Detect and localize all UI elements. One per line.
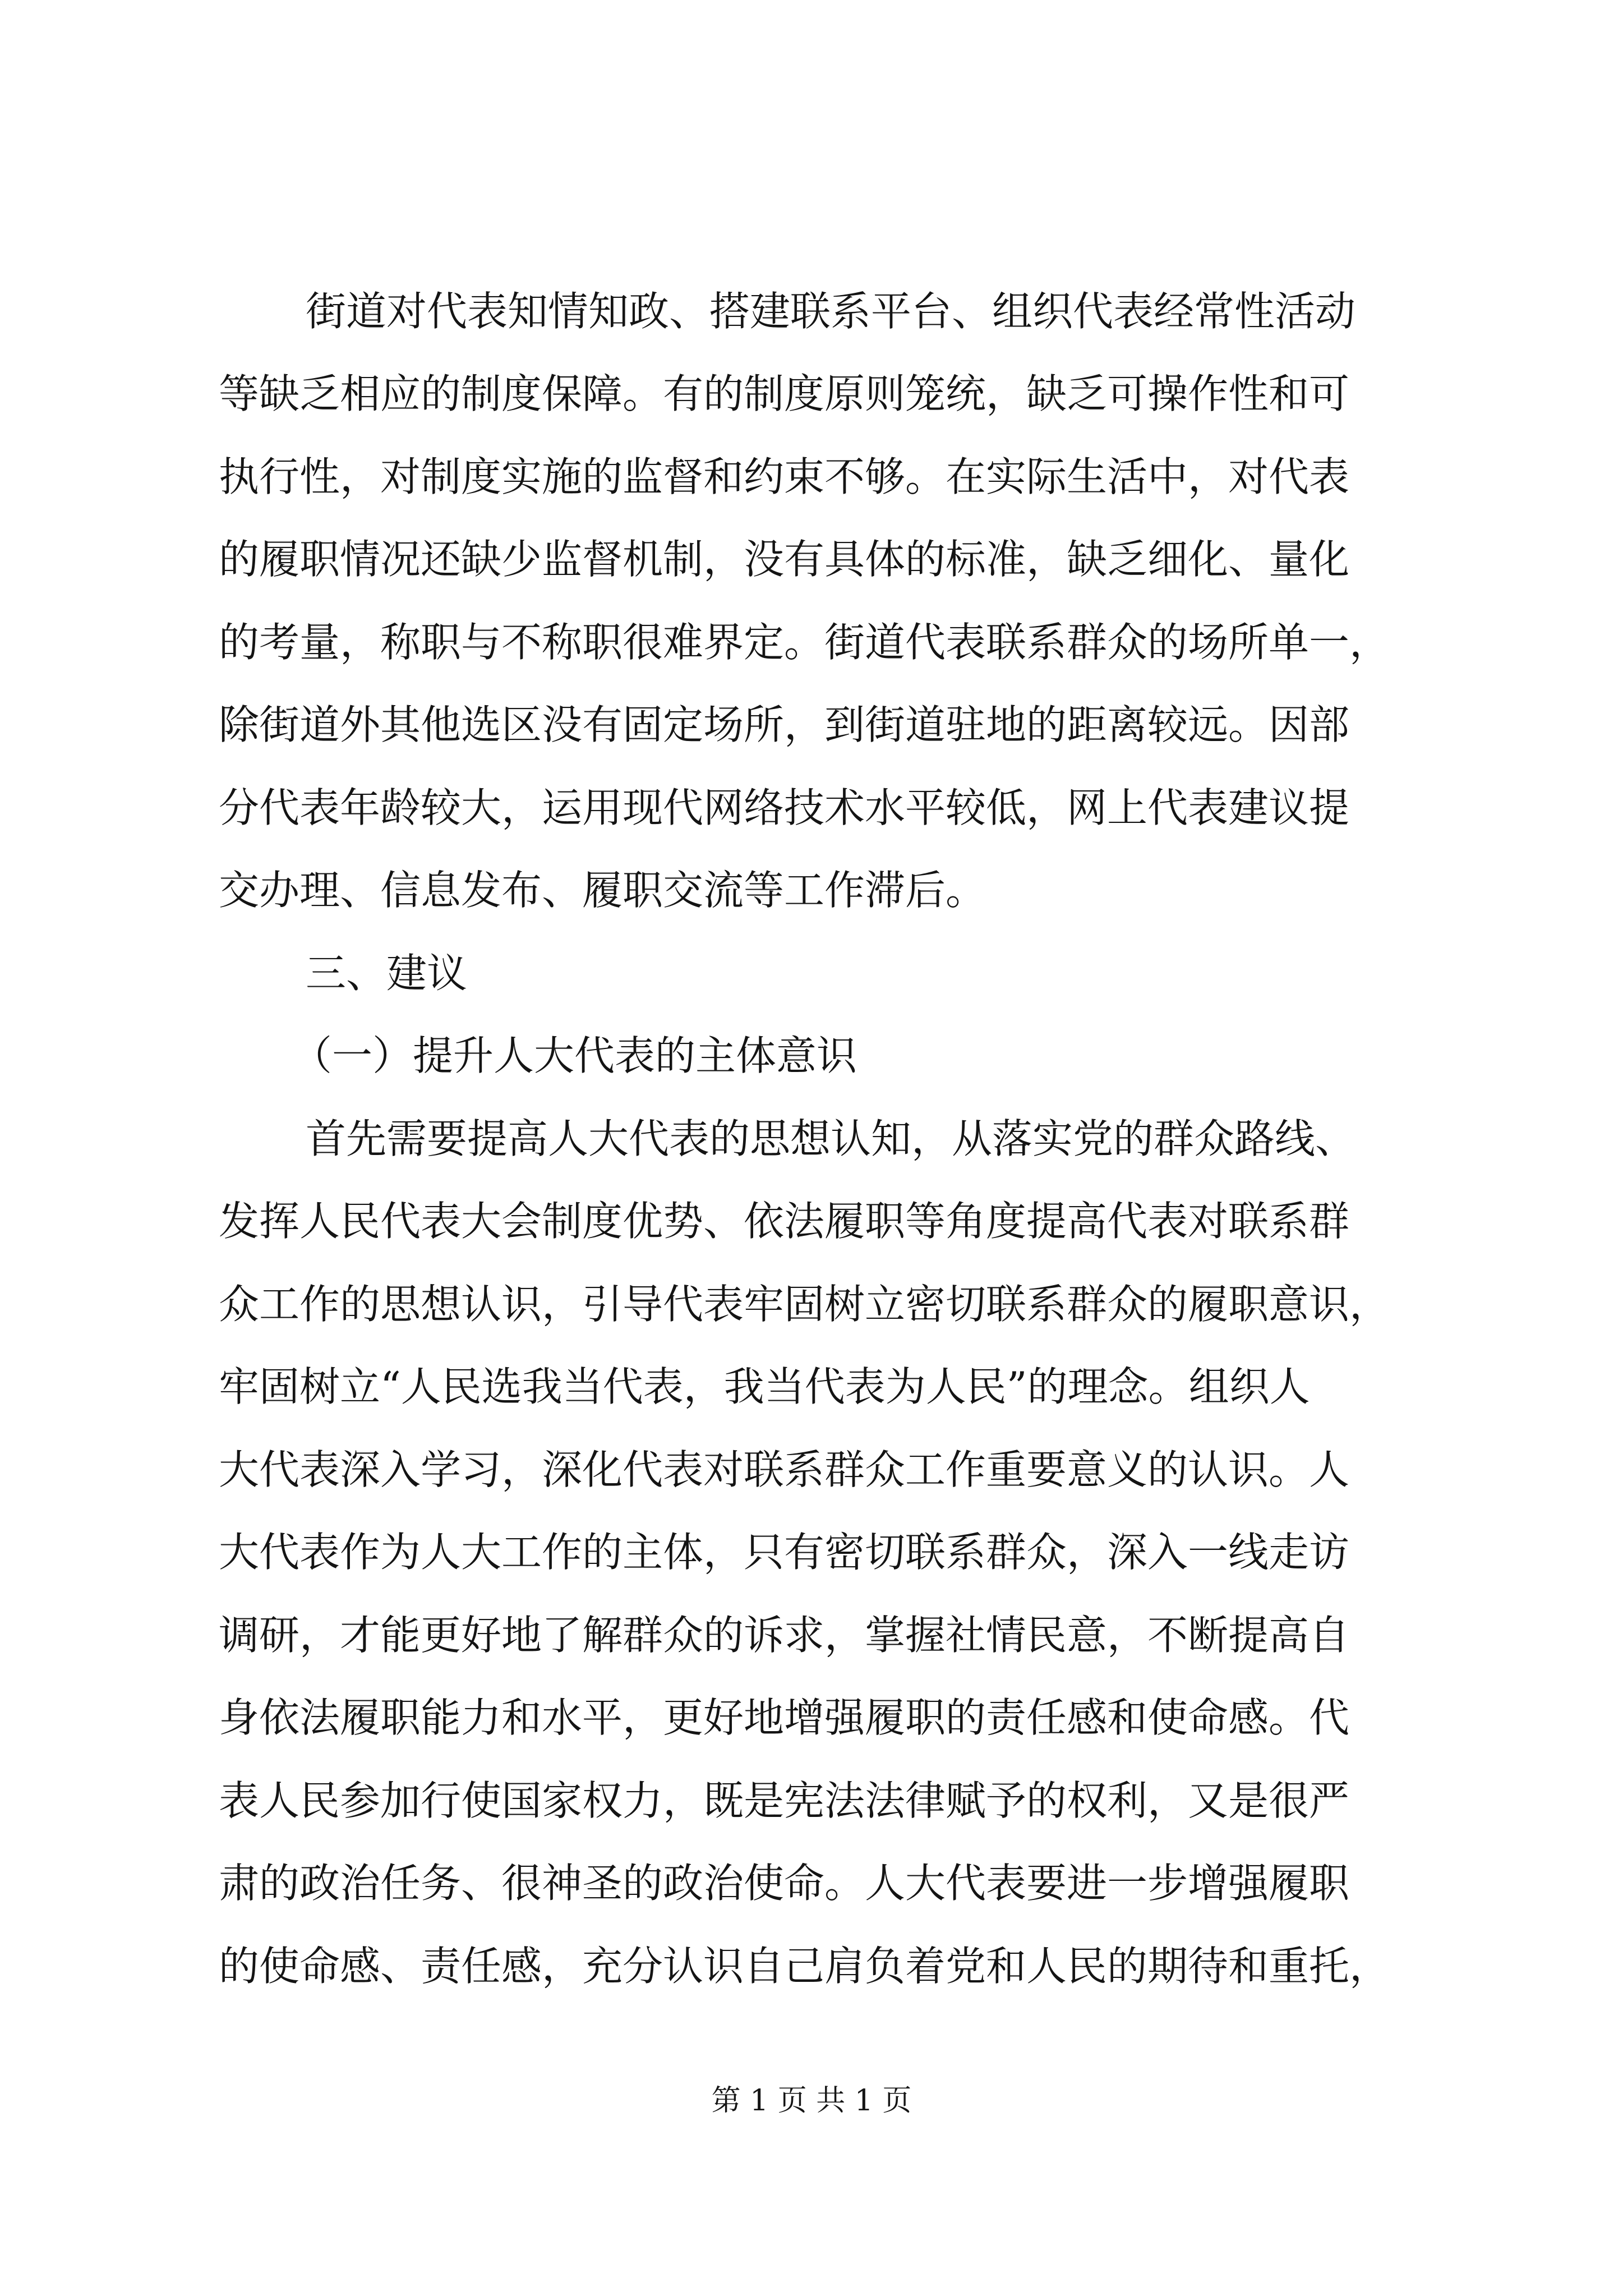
paragraph-line (0, 1359, 1623, 1415)
paragraph-line (0, 1938, 1623, 1994)
line-text: 肃的政治任务、很神圣的政治使命。人大代表要进一步增强履职 (219, 1860, 1350, 1907)
section-heading (0, 945, 1623, 1001)
paragraph-line (0, 1773, 1623, 1829)
paragraph-line (0, 366, 1623, 422)
line-text: 街道对代表知情知政、搭建联系平台、组织代表经常性活动 (306, 288, 1356, 335)
paragraph-line (0, 862, 1623, 918)
paragraph-line (0, 1442, 1623, 1498)
line-text: 分代表年龄较大，运用现代网络技术水平较低，网上代表建议提 (219, 784, 1350, 831)
paragraph-line (0, 1193, 1623, 1249)
page-footer: 第 1 页 共 1 页 (711, 2084, 912, 2118)
line-text: 大代表深入学习，深化代表对联系群众工作重要意义的认识。人 (219, 1446, 1350, 1493)
paragraph-line (0, 1855, 1623, 1911)
paragraph-line (0, 283, 1623, 339)
line-text: 的履职情况还缺少监督机制，没有具体的标准，缺乏细化、量化 (219, 536, 1350, 583)
line-text: 调研，才能更好地了解群众的诉求，掌握社情民意，不断提高自 (219, 1612, 1350, 1659)
heading-text: 三、建议 (306, 950, 468, 997)
heading-text: （一）提升人大代表的主体意识 (292, 1032, 857, 1079)
line-text: 众工作的思想认识，引导代表牢固树立密切联系群众的履职意识， (219, 1281, 1390, 1328)
paragraph-line (0, 1524, 1623, 1580)
line-text: 大代表作为人大工作的主体，只有密切联系群众，深入一线走访 (219, 1529, 1350, 1576)
paragraph-line (0, 1276, 1623, 1332)
line-text: 除街道外其他选区没有固定场所，到街道驻地的距离较远。因部 (219, 701, 1350, 748)
line-text: 等缺乏相应的制度保障。有的制度原则笼统，缺乏可操作性和可 (219, 370, 1350, 417)
line-text: 表人民参加行使国家权力，既是宪法法律赋予的权利，又是很严 (219, 1777, 1350, 1824)
paragraph-line (0, 449, 1623, 505)
line-text: 的使命感、责任感，充分认识自己肩负着党和人民的期待和重托， (219, 1943, 1390, 1990)
paragraph-line (0, 614, 1623, 670)
paragraph-line (0, 1607, 1623, 1663)
line-text: 身依法履职能力和水平，更好地增强履职的责任感和使命感。代 (219, 1694, 1350, 1741)
line-text: 交办理、信息发布、履职交流等工作滞后。 (219, 867, 986, 914)
line-text: 首先需要提高人大代表的思想认知，从落实党的群众路线、 (306, 1115, 1356, 1162)
paragraph-line (0, 1690, 1623, 1746)
line-text: 执行性，对制度实施的监督和约束不够。在实际生活中，对代表 (219, 453, 1350, 500)
paragraph-line (0, 780, 1623, 836)
paragraph-line (0, 531, 1623, 587)
paragraph-line (0, 697, 1623, 753)
subsection-heading (0, 1028, 1623, 1084)
line-text: 发挥人民代表大会制度优势、依法履职等角度提高代表对联系群 (219, 1198, 1350, 1245)
paragraph-line (0, 1111, 1623, 1167)
line-text: 的考量，称职与不称职很难界定。街道代表联系群众的场所单一， (219, 619, 1390, 666)
line-text: 牢固树立“人民选我当代表，我当代表为人民”的理念。组织人 (219, 1363, 1310, 1410)
